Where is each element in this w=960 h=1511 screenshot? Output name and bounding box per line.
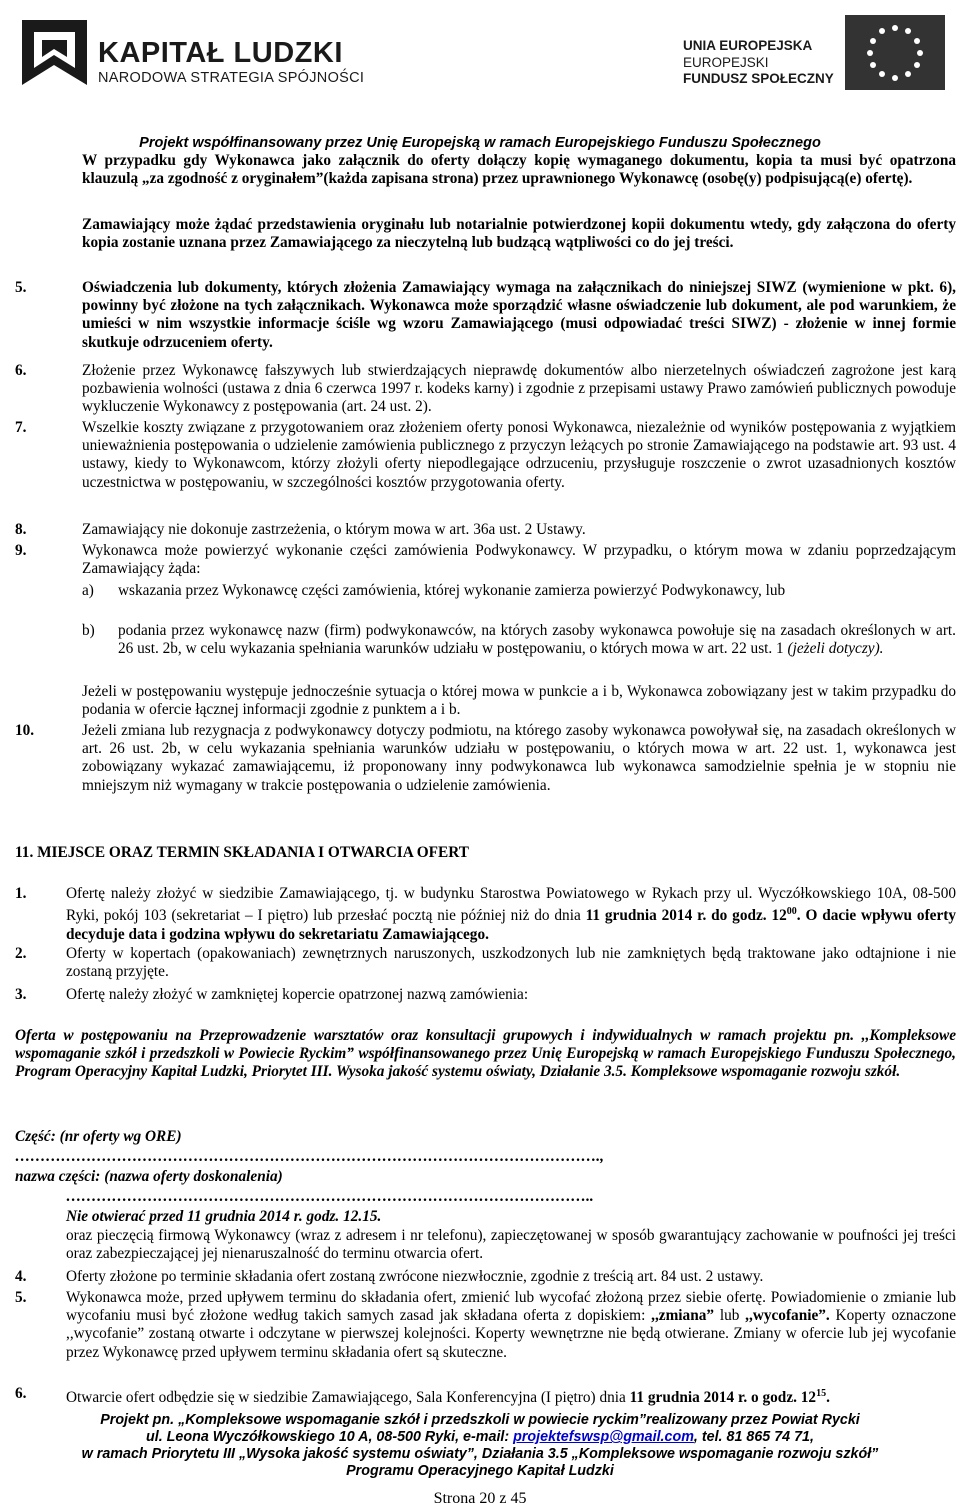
paragraph-7: Wszelkie koszty związane z przygotowaniem oraz złożeniem oferty ponosi Wykonawca, niezależnie od wyników postępowania z wyjątkiem unieważnienia postępowania o udzielenie zamówienia publicznego z przyczyn leżących po stronie Zamawiającego na podstawie art. 93 ust. 4 ustawy, kiedy to Wykonawcom, którzy złożyli oferty niepodlegające odrzuceniu, przysługuje roszczenie o zwrot uzasadnionych kosztów uczestnictwa w postępowaniu, w szczególności kosztów przygotowania oferty. bbox=[82, 419, 956, 491]
pb-italic: (jeżeli dotyczy). bbox=[787, 640, 884, 658]
pb-text: podania przez wykonawcę nazw (firm) podwykonawców, na których zasoby wykonawca powołuje się na zasadach określonych w art. 26 ust. 2b, w celu wykazania spełniania warunków udziału w postępowaniu, o których mowa w art. 22 ust. 1 bbox=[118, 622, 956, 658]
sub-number-4: 4. bbox=[15, 1268, 27, 1285]
sub-paragraph-5 bbox=[66, 1289, 956, 1362]
envelope-do-not-open: Nie otwierać przed 11 grudnia 2014 r. godz. 12.15. bbox=[66, 1208, 382, 1225]
footer-address: ul. Leona Wyczółkowskiego 10 A, 08-500 Ryki, e-mail: bbox=[146, 1429, 514, 1445]
paragraph-6: Złożenie przez Wykonawcę fałszywych lub stwierdzających nieprawdę dokumentów albo nierzetelnych oświadczeń zagrożone jest karą pozbawienia wolności (ustawa z dnia 6 czerwca 1997 r. kodeks karny) i zgodnie z przepisami ustawy Prawo zamówień publicznych powoduje wykluczenie Wykonawcy z postępowania (art. 24 ust. 2). bbox=[82, 362, 956, 416]
item-number-6: 6. bbox=[15, 362, 27, 379]
envelope-seal-note: oraz pieczęcią firmową Wykonawcy (wraz z adresem i nr telefonu), zapieczętowanej w sposób gwarantujący zachowanie w poufności jej treści oraz zabezpieczającej jej nienaruszalność do terminu otwarcia ofert. bbox=[66, 1227, 956, 1263]
page-number: Strona 20 z 45 bbox=[433, 1490, 527, 1507]
footer bbox=[0, 1412, 960, 1480]
s1-text: Ofertę należy złożyć w siedzibie Zamawiającego, tj. w budynku Starostwa Powiatowego w Rykach przy ul. Wyczółkowskiego 10A, 08-500 Ryki, pokój 103 (sekretariat – I piętro) lub przesłać pocztą nie później niż do dnia bbox=[66, 885, 956, 925]
item-number-5: 5. bbox=[15, 279, 27, 296]
sub-paragraph-6 bbox=[66, 1385, 956, 1407]
s5-change: ,,zmiana” bbox=[651, 1307, 715, 1325]
s1-deadline: 11 grudnia 2014 r. do godz. 12 bbox=[585, 907, 787, 925]
project-cofinance-line: Projekt współfinansowany przez Unię Europejską w ramach Europejskiego Funduszu Społecznego bbox=[139, 135, 821, 151]
ue-line3: FUNDUSZ SPOŁECZNY bbox=[683, 71, 834, 86]
sub-number-6: 6. bbox=[15, 1385, 27, 1402]
page-header bbox=[0, 0, 960, 125]
envelope-dots-2: ………………………………………………………………………………………….. bbox=[66, 1188, 594, 1205]
footer-line-3: w ramach Priorytetu III „Wysoka jakość systemu oświaty”, Działania 3.5 „Kompleksowe wspomaganie rozwoju szkół” bbox=[81, 1446, 879, 1462]
s1-receipt-note: . O dacie wpływu oferty decyduje data i godzina wpływu do sekretariatu Zamawiającego. bbox=[66, 907, 956, 943]
footer-line-4: Programu Operacyjnego Kapitał Ludzki bbox=[346, 1463, 614, 1479]
p5-rest: Wykonawca może sporządzić własne oświadczenie lub dokument, ale pod warunkiem, że umieści w nim wszystkie informacje ściśle wg wzoru Zamawiającego (musi odpowiadać treści SIWZ) - złożenie w innej formie skutkuje odrzuceniem oferty. bbox=[82, 297, 956, 351]
sub-number-1: 1. bbox=[15, 885, 27, 902]
paragraph-10: Jeżeli zmiana lub rezygnacja z podwykonawcy dotyczy podmiotu, na którego zasoby wykonawca powoływał się, na zasadach określonych w art. 26 ust. 2b, w celu wykazania spełniania warunków udziału w postępowaniu, o których mowa w art. 22 ust. 1, wykonawca jest zobowiązany wykazać zamawiającemu, iż proponowany inny podwykonawca lub wykonawca samodzielnie spełnia je w stopniu nie mniejszym niż wymagany w trakcie postępowania o udzielenie zamówienia. bbox=[82, 722, 956, 794]
footer-line-2 bbox=[0, 1429, 960, 1446]
sub-number-3: 3. bbox=[15, 986, 27, 1003]
s5-rest: Koperty oznaczone ,,wycofanie” zostaną otwarte i odczytane w pierwszej kolejności. Koperty wewnętrzne nie będą otwierane. Zmiany w ofercie lub jej wycofanie przez Wykonawcę przed upływem terminu składania ofert są skuteczne. bbox=[66, 1307, 956, 1361]
footer-line-1: Projekt pn. „Kompleksowe wspomaganie szkół i przedszkoli w powiecie ryckim”realizowany przez Powiat Rycki bbox=[100, 1412, 860, 1428]
envelope-dots-1: ……………………………………………………………………………………………………., bbox=[15, 1148, 604, 1165]
sub-paragraph-2: Oferty w kopertach (opakowaniach) zewnętrznych naruszonych, uszkodzonych lub nie zamkniętych będą traktowane jako odtajnione i nie zostaną przyjęte. bbox=[66, 945, 956, 981]
ue-line1: UNIA EUROPEJSKA bbox=[683, 38, 813, 53]
envelope-part: Część: (nr oferty wg ORE) bbox=[15, 1128, 182, 1145]
list-item-b bbox=[118, 622, 956, 658]
envelope-part-name: nazwa części: (nazwa oferty doskonalenia) bbox=[15, 1168, 283, 1185]
paragraph-9: Wykonawca może powierzyć wykonanie części zamówienia Podwykonawcy. W przypadku, o którym mowa w zdaniu poprzedzającym Zamawiający żąda: bbox=[82, 542, 956, 578]
sub-number-5: 5. bbox=[15, 1289, 27, 1306]
list-item-a: wskazania przez Wykonawcę części zamówienia, której wykonanie zamierza powierzyć Podwykonawcy, lub bbox=[118, 582, 786, 599]
footer-email-link[interactable]: projektefswsp@gmail.com bbox=[513, 1429, 694, 1445]
s6-date: 11 grudnia 2014 r. o godz. 12 bbox=[629, 1389, 817, 1407]
item-number-10: 10. bbox=[15, 722, 35, 739]
item-number-8: 8. bbox=[15, 521, 27, 538]
sub-number-2: 2. bbox=[15, 945, 27, 962]
kl-logo-text bbox=[98, 38, 364, 86]
s5-text: Wykonawca może, przed upływem terminu do składania ofert, zmienić lub wycofać złożoną przez siebie ofertę. Powiadomienie o zmianie lub wycofaniu musi być złożone według takich samych zasad jak składana oferta z dopiskiem: bbox=[66, 1289, 956, 1325]
footer-phone: , tel. 81 865 74 71, bbox=[693, 1429, 814, 1445]
s1-deadline-minutes: 00 bbox=[786, 906, 797, 918]
paragraph-copy-clause: W przypadku gdy Wykonawca jako załącznik do oferty dołączy kopię wymaganego dokumentu, kopia ta musi być opatrzona klauzulą „za zgodność z oryginałem”(każda zapisana strona) przez uprawnionego Wykonawcę (osobę(y) podpisującą(e) ofertę). bbox=[82, 152, 956, 188]
paragraph-5 bbox=[82, 279, 956, 352]
s5-withdraw: ,,wycofanie”. bbox=[745, 1307, 830, 1325]
paragraph-9b: Jeżeli w postępowaniu występuje jednocześnie sytuacja o której mowa w punkcie a i b, Wykonawca zobowiązany jest w takim przypadku do podania w ofercie łącznej informacji zgodnie z punktem a i b. bbox=[82, 683, 956, 719]
list-marker-a: a) bbox=[82, 582, 94, 599]
s5-or: lub bbox=[714, 1307, 746, 1325]
kl-subtitle: NARODOWA STRATEGIA SPÓJNOŚCI bbox=[98, 70, 365, 86]
paragraph-8: Zamawiający nie dokonuje zastrzeżenia, o którym mowa w art. 36a ust. 2 Ustawy. bbox=[82, 521, 586, 538]
paragraph-original-request: Zamawiający może żądać przedstawienia oryginału lub notarialnie potwierdzonej kopii dokumentu wtedy, gdy załączona do oferty kopia zostanie uznana przez Zamawiającego za nieczytelną lub budzącą wątpliwości co do jej treści. bbox=[82, 216, 956, 252]
s6-minutes: 15 bbox=[816, 1388, 827, 1399]
envelope-label: Oferta w postępowaniu na Przeprowadzenie warsztatów oraz konsultacji grupowych i indywidualnych w ramach projektu pn. ,,Kompleksowe wspomaganie szkół i przedszkoli w Powiecie Ryckim” współfinansowanego przez Unię Europejską w ramach Europejskiego Funduszu Społecznego, Program Operacyjny Kapitał Ludzki, Priorytet III. Wysoka jakość systemu oświaty, Działanie 3.5. Kompleksowe wspomaganie rozwoju szkół. bbox=[15, 1027, 956, 1081]
eu-logo-text bbox=[683, 38, 834, 88]
ue-line2: EUROPEJSKI bbox=[683, 54, 769, 70]
sub-paragraph-1 bbox=[66, 885, 956, 944]
section-11-heading: 11. MIEJSCE ORAZ TERMIN SKŁADANIA I OTWARCIA OFERT bbox=[15, 844, 469, 861]
eu-flag-icon bbox=[840, 10, 950, 110]
s6-end: . bbox=[826, 1389, 830, 1407]
sub-paragraph-4: Oferty złożone po terminie składania ofert zostaną zwrócone niezwłocznie, zgodnie z treścią art. 84 ust. 2 ustawy. bbox=[66, 1268, 764, 1285]
list-marker-b: b) bbox=[82, 622, 95, 639]
s6-text: Otwarcie ofert odbędzie się w siedzibie Zamawiającego, Sala Konferencyjna (I piętro) dnia bbox=[66, 1389, 630, 1407]
item-number-7: 7. bbox=[15, 419, 27, 436]
kl-title: KAPITAŁ LUDZKI bbox=[98, 37, 343, 69]
p5-bold: Oświadczenia lub dokumenty, których złożenia Zamawiający wymaga na załącznikach do niniejszej SIWZ (wymienione w pkt. 6), powinny być złożone na tych załącznikach. bbox=[82, 279, 956, 315]
item-number-9: 9. bbox=[15, 542, 27, 559]
sub-paragraph-3: Ofertę należy złożyć w zamkniętej kopercie opatrzonej nazwą zamówienia: bbox=[66, 986, 529, 1003]
